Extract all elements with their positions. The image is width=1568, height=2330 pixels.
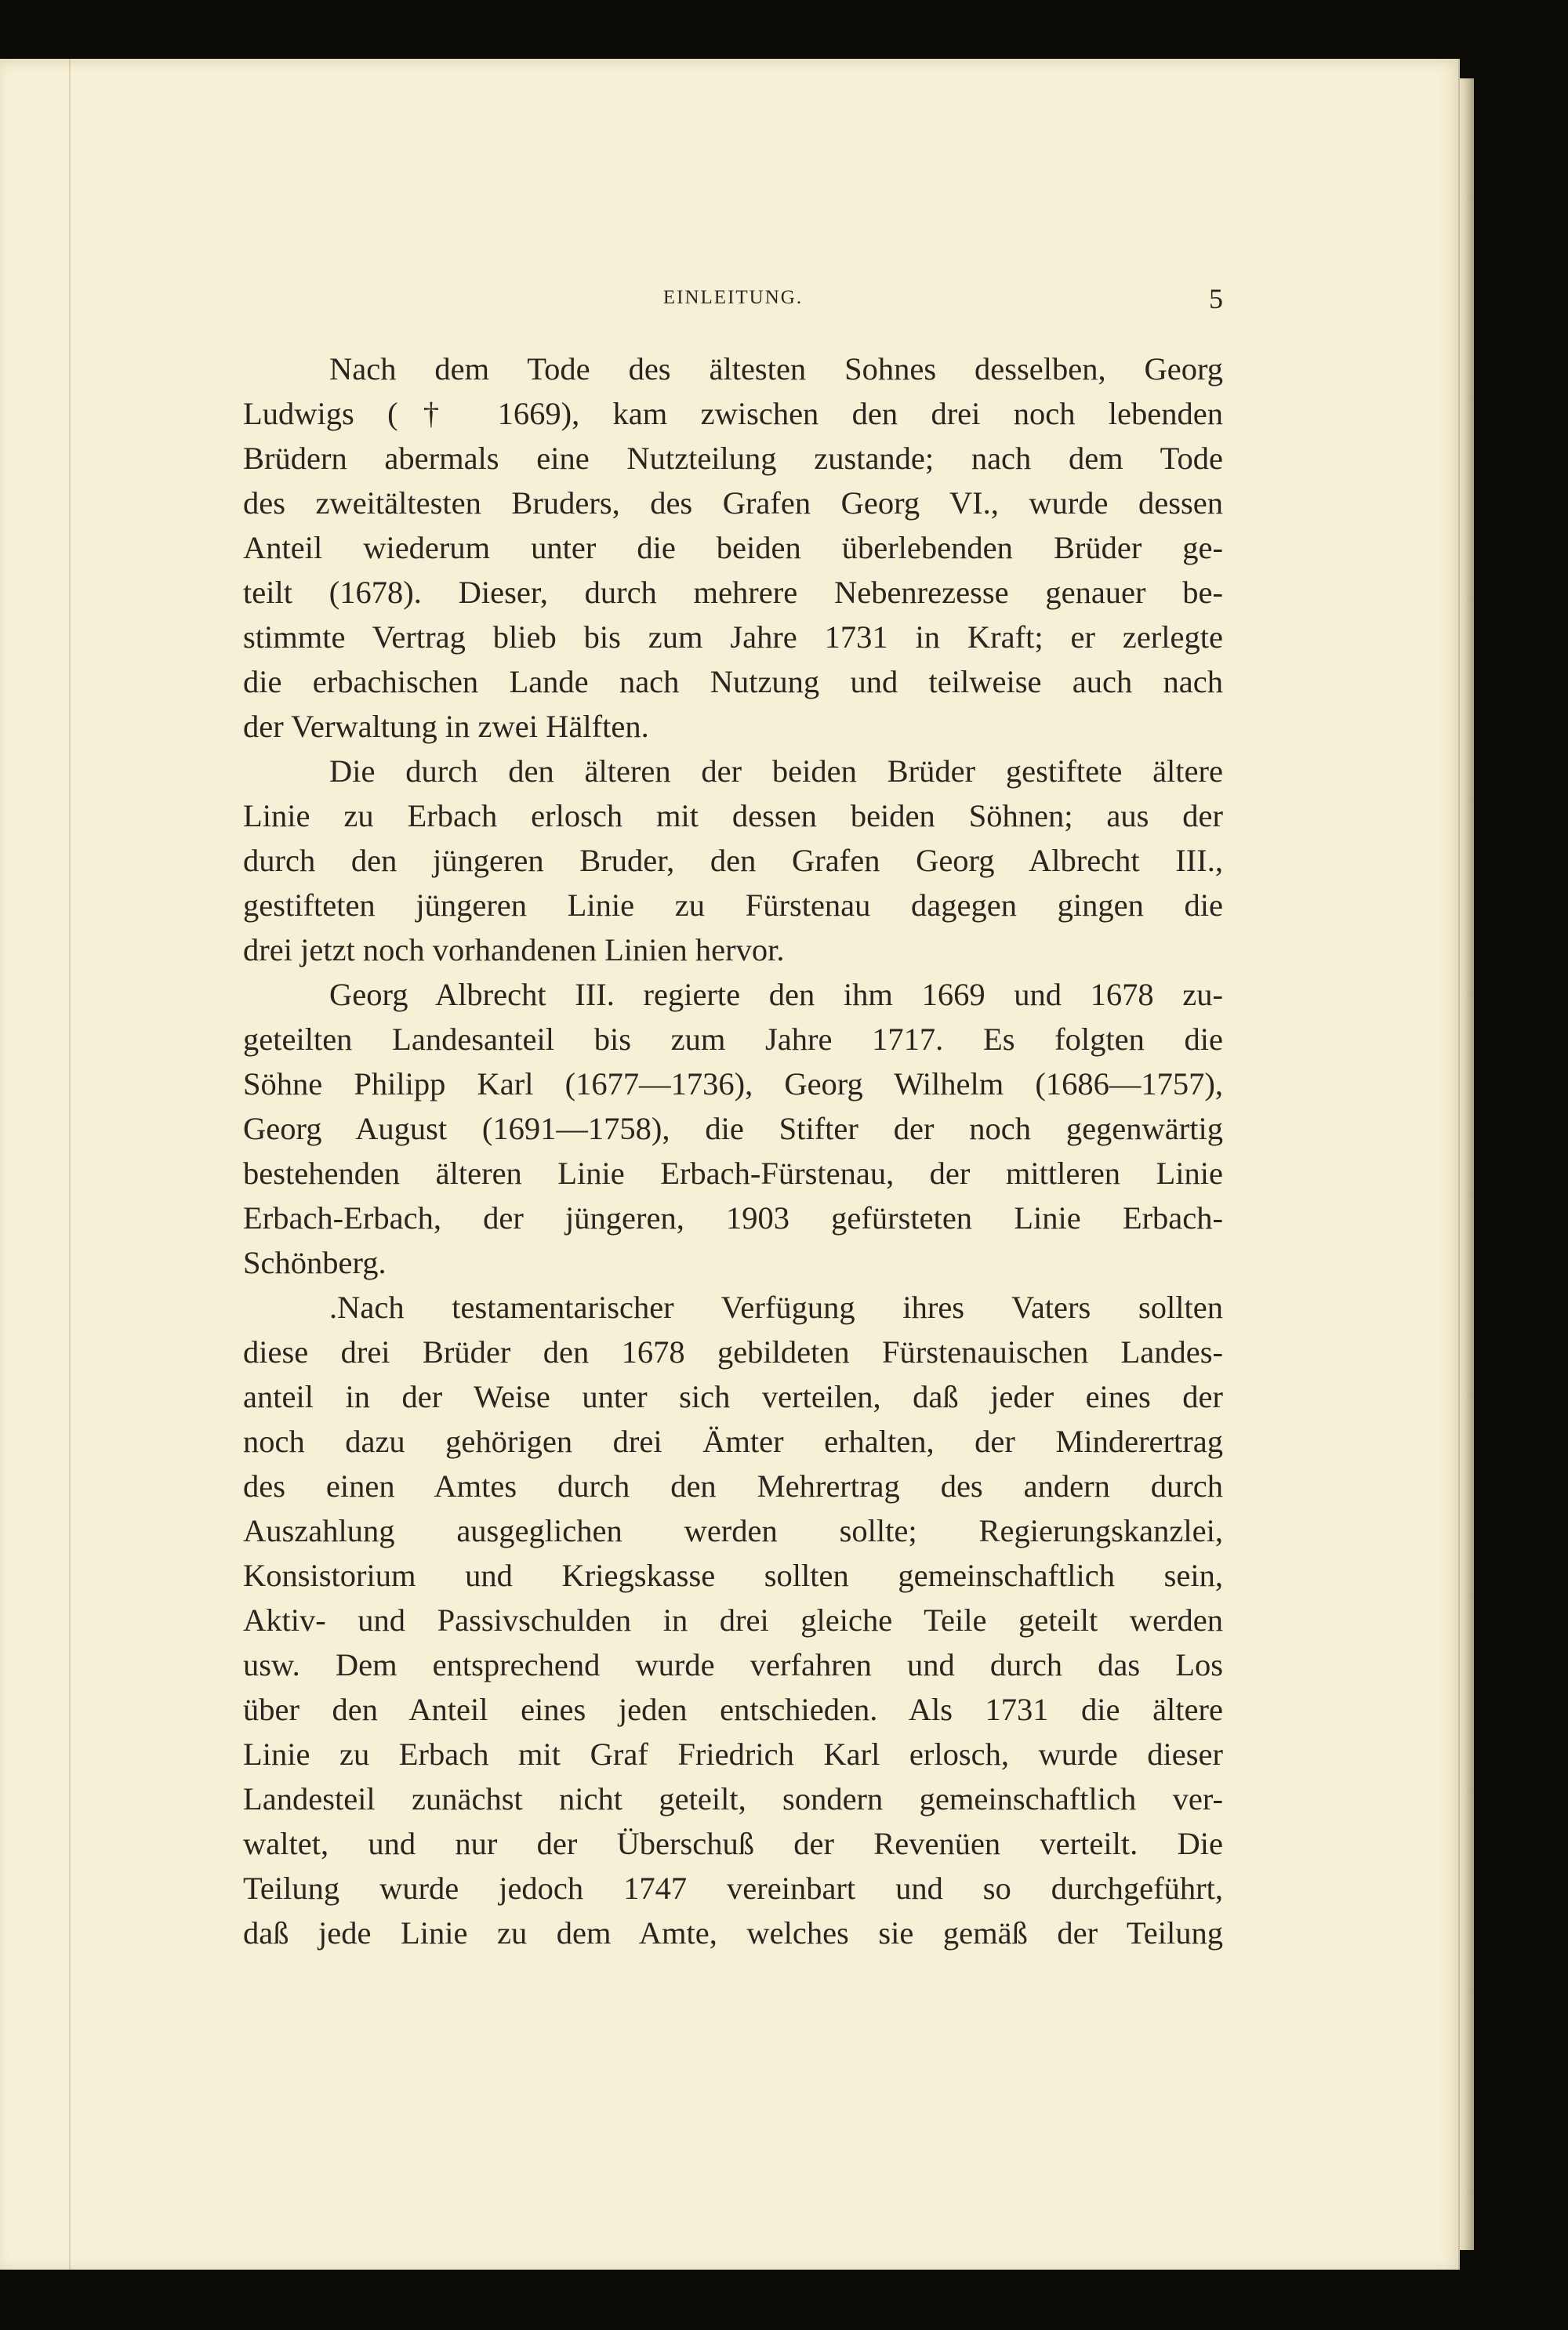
- text-line: des einen Amtes durch den Mehrertrag des andern durch: [243, 1468, 1223, 1504]
- text-line: die erbachischen Lande nach Nutzung und teilweise auch nach: [243, 664, 1223, 699]
- text-line: Ludwigs († 1669), kam zwischen den drei noch lebenden: [243, 396, 1223, 431]
- text-line: der Verwaltung in zwei Hälften.: [243, 709, 649, 744]
- text-line: Brüdern abermals eine Nutzteilung zustande; nach dem Tode: [243, 441, 1223, 476]
- text-line: usw. Dem entsprechend wurde verfahren und durch das Los: [243, 1647, 1223, 1682]
- text-line: drei jetzt noch vorhandenen Linien hervor.: [243, 932, 785, 967]
- text-line: waltet, und nur der Überschuß der Revenüen verteilt. Die: [243, 1826, 1223, 1861]
- text-line: Aktiv- und Passivschulden in drei gleiche Teile geteilt werden: [243, 1602, 1223, 1638]
- text-line: des zweitältesten Bruders, des Grafen Georg VI., wurde dessen: [243, 485, 1223, 521]
- text-line: Söhne Philipp Karl (1677—1736), Georg Wilhelm (1686—1757),: [243, 1066, 1223, 1101]
- text-line: daß jede Linie zu dem Amte, welches sie gemäß der Teilung: [243, 1915, 1223, 1951]
- text-line: Teilung wurde jedoch 1747 vereinbart und so durchgeführt,: [243, 1871, 1223, 1906]
- text-line: Linie zu Erbach mit Graf Friedrich Karl erlosch, wurde dieser: [243, 1737, 1223, 1772]
- text-line: Konsistorium und Kriegskasse sollten gemeinschaftlich sein,: [243, 1558, 1223, 1593]
- page-edge: [1460, 78, 1474, 2250]
- text-line: durch den jüngeren Bruder, den Grafen Georg Albrecht III.,: [243, 843, 1223, 878]
- body-text: [243, 347, 1223, 1955]
- text-line: stimmte Vertrag blieb bis zum Jahre 1731 in Kraft; er zerlegte: [243, 619, 1223, 655]
- text-line: Anteil wiederum unter die beiden überlebenden Brüder ge-: [243, 530, 1223, 565]
- text-line: Georg Albrecht III. regierte den ihm 1669 und 1678 zu-: [329, 977, 1223, 1012]
- text-line: diese drei Brüder den 1678 gebildeten Fürstenauischen Landes-: [243, 1334, 1223, 1370]
- text-line: .Nach testamentarischer Verfügung ihres Vaters sollten: [329, 1290, 1223, 1325]
- text-line: Schönberg.: [243, 1245, 387, 1280]
- text-line: Erbach-Erbach, der jüngeren, 1903 gefürsteten Linie Erbach-: [243, 1200, 1223, 1236]
- page-header: [243, 283, 1223, 318]
- gutter: [69, 59, 71, 2270]
- text-line: bestehenden älteren Linie Erbach-Fürstenau, der mittleren Linie: [243, 1156, 1223, 1191]
- page-number: 5: [1209, 283, 1223, 314]
- running-head: EINLEITUNG.: [662, 287, 804, 308]
- text-line: gestifteten jüngeren Linie zu Fürstenau dagegen gingen die: [243, 887, 1223, 923]
- text-line: über den Anteil eines jeden entschieden. Als 1731 die ältere: [243, 1692, 1223, 1727]
- text-line: noch dazu gehörigen drei Ämter erhalten, der Minderertrag: [243, 1424, 1223, 1459]
- text-line: Georg August (1691—1758), die Stifter der noch gegenwärtig: [243, 1111, 1223, 1146]
- text-line: Nach dem Tode des ältesten Sohnes desselben, Georg: [329, 351, 1223, 387]
- text-line: Landesteil zunächst nicht geteilt, sondern gemeinschaftlich ver-: [243, 1781, 1223, 1816]
- text-line: Linie zu Erbach erlosch mit dessen beiden Söhnen; aus der: [243, 798, 1223, 833]
- text-line: Auszahlung ausgeglichen werden sollte; Regierungskanzlei,: [243, 1513, 1223, 1548]
- text-line: teilt (1678). Dieser, durch mehrere Nebenrezesse genauer be-: [243, 575, 1223, 610]
- text-line: geteilten Landesanteil bis zum Jahre 1717. Es folgten die: [243, 1022, 1223, 1057]
- text-line: Die durch den älteren der beiden Brüder gestiftete ältere: [329, 753, 1223, 789]
- text-line: anteil in der Weise unter sich verteilen, daß jeder eines der: [243, 1379, 1223, 1414]
